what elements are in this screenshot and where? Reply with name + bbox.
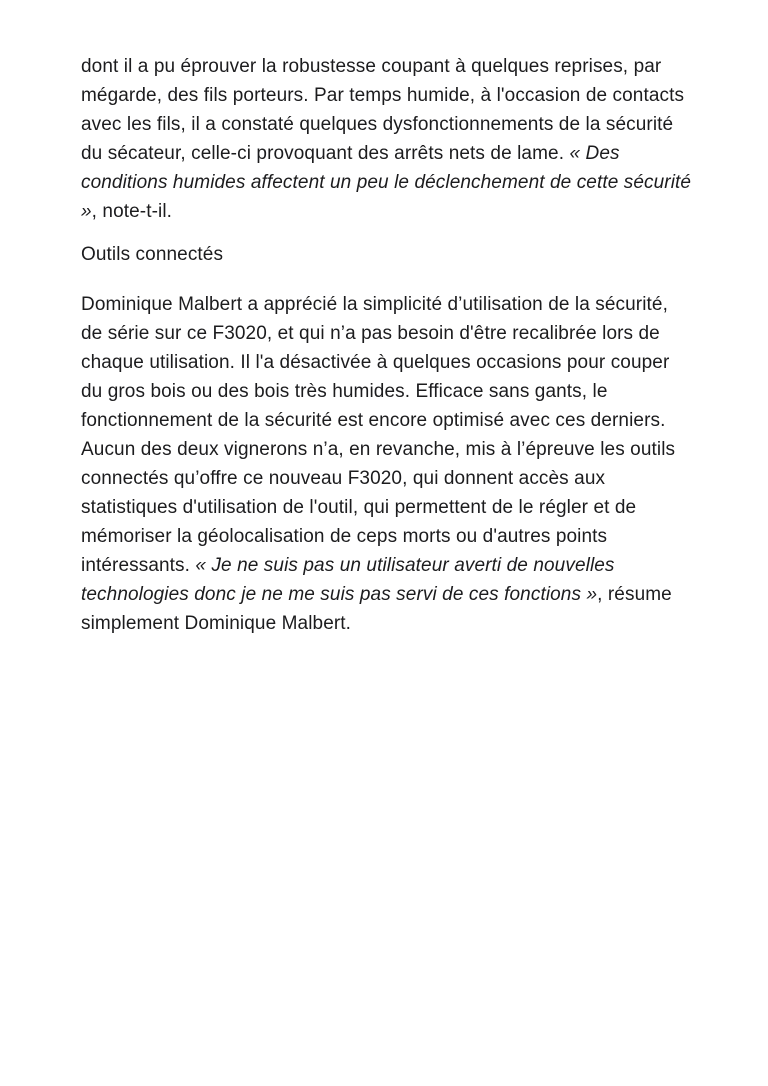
quote-utilisateur-averti: « Je ne suis pas un utilisateur averti de nouvelles technologies donc je ne me suis pas servi de ces fonctions » [81, 555, 615, 605]
paragraph-robustesse-attribution: , note-t-il. [91, 201, 173, 222]
paragraph-robustesse-text: dont il a pu éprouver la robustesse coupant à quelques reprises, par mégarde, des fils porteurs. Par temps humide, à l'occasion de contacts avec les fils, il a constaté quelques dysfonctionnements de la sécurité du sécateur, celle-ci provoquant des arrêts nets de lame. [81, 56, 685, 164]
paragraph-outils-connectes-attribution: , résume simplement Dominique Malbert. [81, 584, 672, 634]
article-body [81, 52, 693, 638]
quote-conditions-humides: « Des conditions humides affectent un peu le déclenchement de cette sécurité » [81, 143, 692, 222]
section-heading-outils-connectes: Outils connectés [81, 244, 224, 265]
paragraph-outils-connectes [81, 290, 693, 638]
paragraph-robustesse [81, 52, 693, 226]
paragraph-outils-connectes-text: Dominique Malbert a apprécié la simplicité d’utilisation de la sécurité, de série sur ce F3020, et qui n’a pas besoin d'être recalibrée lors de chaque utilisation. Il l'a désactivée à quelques occasions pour couper du gros bois ou des bois très humides. Efficace sans gants, le fonctionnement de la sécurité est encore optimisé avec ces derniers. Aucun des deux vignerons n’a, en revanche, mis à l’épreuve les outils connectés qu’offre ce nouveau F3020, qui donnent accès aux statistiques d'utilisation de l'outil, qui permettent de le régler et de mémoriser la géolocalisation de ceps morts ou d'autres points intéressants. [81, 294, 676, 576]
